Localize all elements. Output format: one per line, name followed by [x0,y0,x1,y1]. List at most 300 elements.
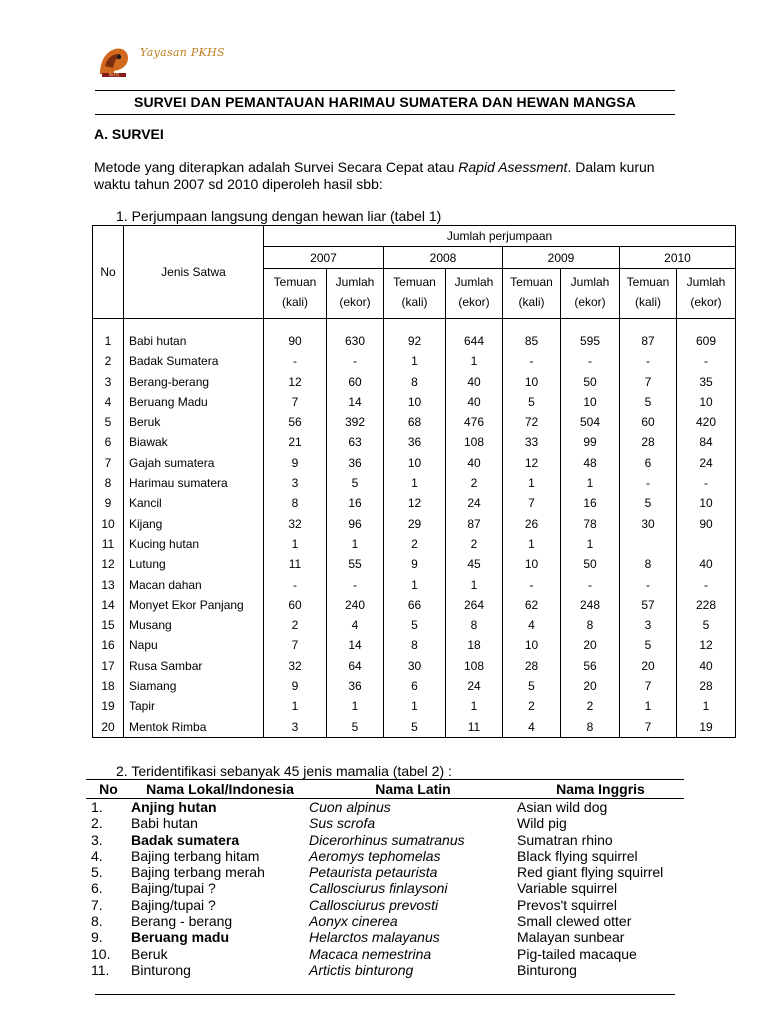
count-jumlah: 14 [327,635,384,655]
count-jumlah: 56 [561,656,620,676]
row-number: 11 [93,534,124,554]
species-name: Badak Sumatera [124,351,264,371]
count-temuan: 8 [384,372,446,392]
col-header-temuan [503,269,561,319]
intro-paragraph [94,159,684,193]
spacer-cell [384,319,446,332]
count-temuan: 8 [264,493,327,513]
count-jumlah: 45 [446,554,503,574]
count-jumlah: 2 [561,696,620,716]
count-jumlah: 84 [677,432,736,452]
local-name: Bajing terbang merah [131,864,265,881]
count-temuan: 6 [384,676,446,696]
count-jumlah: 10 [677,493,736,513]
row-number: 6 [93,432,124,452]
count-temuan: 21 [264,432,327,452]
count-temuan: 7 [503,493,561,513]
count-jumlah: - [677,473,736,493]
latin-name: Macaca nemestrina [309,945,432,962]
local-name: Beruang madu [131,929,230,946]
spacer-cell [620,319,677,332]
count-jumlah: 630 [327,331,384,351]
table-row [93,412,736,432]
col-header-jumlah [561,269,620,319]
table-row [93,432,736,452]
col-header-latin-name: Nama Latin [309,780,517,799]
count-jumlah: - [327,575,384,595]
count-temuan: 1 [620,696,677,716]
count-jumlah: 48 [561,453,620,473]
list-item-1: 1. Perjumpaan langsung dengan hewan liar (tabel 1) [116,208,442,224]
table-row [86,864,684,880]
count-temuan: 1 [264,534,327,554]
col-header-line: Temuan [273,275,317,289]
col-header-jumlah [446,269,503,319]
row-number: 10 [93,514,124,534]
species-name: Mentok Rimba [124,717,264,738]
col-header-year: 2008 [384,247,503,269]
row-number: 7. [91,896,103,913]
english-name: Wild pig [517,815,567,832]
table-row [93,514,736,534]
row-number: 17 [93,656,124,676]
col-header-line: Jumlah [335,275,375,289]
english-name: Prevos't squirrel [517,896,617,913]
table-row [86,815,684,831]
species-name: Kucing hutan [124,534,264,554]
count-temuan: 62 [503,595,561,615]
english-name: Malayan sunbear [517,929,625,946]
col-header-line: Temuan [510,275,553,289]
count-temuan: 8 [620,554,677,574]
col-header-line: (kali) [518,295,545,309]
count-jumlah: 40 [677,656,736,676]
row-number: 9. [91,929,103,946]
row-number: 10. [91,945,111,962]
table-row [93,534,736,554]
spacer-cell [561,319,620,332]
english-name: Small clewed otter [517,913,632,930]
count-jumlah: 96 [327,514,384,534]
count-jumlah: 228 [677,595,736,615]
count-temuan: 28 [503,656,561,676]
logo-badge-text: PKHS [108,72,120,78]
count-temuan: 26 [503,514,561,534]
latin-name: Dicerorhinus sumatranus [309,831,465,848]
count-jumlah: 40 [446,453,503,473]
col-header-line: (ekor) [458,295,490,309]
species-name: Harimau sumatera [124,473,264,493]
count-jumlah: 248 [561,595,620,615]
count-jumlah: 108 [446,432,503,452]
count-temuan: 5 [620,635,677,655]
species-name: Beruk [124,412,264,432]
count-temuan: 10 [384,392,446,412]
count-jumlah: 64 [327,656,384,676]
count-jumlah: 108 [446,656,503,676]
count-jumlah: 87 [446,514,503,534]
count-temuan: 11 [264,554,327,574]
col-header-english-name: Nama Inggris [517,780,684,799]
col-header-line: (ekor) [574,295,606,309]
row-number: 13 [93,575,124,595]
count-temuan: 5 [384,615,446,635]
row-number: 20 [93,717,124,738]
pkhs-logo [97,44,131,78]
count-jumlah: 16 [327,493,384,513]
encounter-table [92,225,736,738]
count-jumlah: 420 [677,412,736,432]
spacer-cell [503,319,561,332]
count-temuan: 2 [384,534,446,554]
col-header-line: (ekor) [690,295,722,309]
spacer-cell [124,319,264,332]
table-row [86,897,684,913]
latin-name: Cuon alpinus [309,799,391,815]
intro-text-before: Metode yang diterapkan adalah Survei Secara Cepat atau [94,159,459,175]
species-name: Kancil [124,493,264,513]
row-number: 6. [91,880,103,897]
spacer-cell [677,319,736,332]
col-header-temuan [384,269,446,319]
mammal-table [86,779,684,978]
latin-name: Callosciurus finlaysoni [309,880,448,897]
count-temuan: 92 [384,331,446,351]
spacer-cell [93,319,124,332]
count-jumlah: 8 [561,615,620,635]
count-temuan: 5 [620,493,677,513]
count-temuan: 7 [620,717,677,738]
row-number: 8. [91,913,103,930]
count-jumlah: 8 [561,717,620,738]
local-name: Badak sumatera [131,831,240,848]
count-jumlah: 40 [446,372,503,392]
local-name: Bajing terbang hitam [131,847,260,864]
count-jumlah: 20 [561,676,620,696]
table-row [86,913,684,929]
row-number: 11. [91,961,110,978]
row-number: 16 [93,635,124,655]
col-header-line: Jumlah [570,275,610,289]
count-temuan: 3 [620,615,677,635]
row-number: 2 [93,351,124,371]
count-jumlah: 11 [446,717,503,738]
count-temuan: - [264,351,327,371]
count-temuan: 10 [503,372,561,392]
count-temuan: 60 [264,595,327,615]
count-temuan: 28 [620,432,677,452]
count-temuan: 3 [264,473,327,493]
count-jumlah: 24 [677,453,736,473]
count-temuan: 2 [264,615,327,635]
col-header-jumlah [327,269,384,319]
table-row [86,962,684,978]
count-jumlah: 1 [446,696,503,716]
species-name: Rusa Sambar [124,656,264,676]
row-number: 19 [93,696,124,716]
count-temuan: - [620,473,677,493]
species-name: Babi hutan [124,331,264,351]
count-temuan: 7 [620,372,677,392]
count-temuan: - [503,575,561,595]
col-header-no: No [93,226,124,319]
count-jumlah: 50 [561,372,620,392]
table-row [93,635,736,655]
col-header-temuan [620,269,677,319]
row-number: 1 [93,331,124,351]
count-jumlah: 264 [446,595,503,615]
table-row [86,946,684,962]
table-row [93,615,736,635]
latin-name: Petaurista petaurista [309,864,438,881]
count-temuan: 12 [384,493,446,513]
latin-name: Aeromys tephomelas [309,847,441,864]
count-temuan: 60 [620,412,677,432]
row-number: 12 [93,554,124,574]
count-jumlah: 10 [561,392,620,412]
count-jumlah: 36 [327,453,384,473]
col-header-species: Jenis Satwa [124,226,264,319]
count-temuan: 9 [264,453,327,473]
col-header-year: 2007 [264,247,384,269]
count-jumlah: 4 [327,615,384,635]
count-temuan: 1 [264,696,327,716]
row-number: 5 [93,412,124,432]
count-temuan: 85 [503,331,561,351]
table-row [93,656,736,676]
count-temuan: 4 [503,717,561,738]
col-header-jumlah [677,269,736,319]
row-number: 15 [93,615,124,635]
row-number: 1. [91,799,103,815]
col-header-line: (kali) [282,295,308,309]
table-row [93,372,736,392]
species-name: Macan dahan [124,575,264,595]
table-row [86,880,684,896]
row-number: 7 [93,453,124,473]
english-name: Black flying squirrel [517,847,638,864]
count-jumlah: 40 [677,554,736,574]
latin-name: Callosciurus prevosti [309,896,439,913]
latin-name: Sus scrofa [309,815,376,832]
count-temuan: 10 [503,635,561,655]
local-name: Berang - berang [131,913,233,930]
local-name: Bajing/tupai ? [131,896,216,913]
count-jumlah: 12 [677,635,736,655]
species-name: Napu [124,635,264,655]
row-number: 14 [93,595,124,615]
count-jumlah: 2 [446,473,503,493]
count-temuan: 5 [384,717,446,738]
count-temuan: 1 [503,473,561,493]
local-name: Beruk [131,945,168,962]
english-name: Sumatran rhino [517,831,613,848]
count-temuan: 1 [503,534,561,554]
english-name: Pig-tailed macaque [517,945,637,962]
english-name: Variable squirrel [517,880,618,897]
count-temuan [620,534,677,554]
title-top-rule [95,90,675,91]
count-temuan: 9 [384,554,446,574]
table-row [93,392,736,412]
count-temuan: 56 [264,412,327,432]
count-temuan: 66 [384,595,446,615]
table-row [86,799,684,816]
latin-name: Helarctos malayanus [309,929,440,946]
count-temuan: 3 [264,717,327,738]
table-row [93,453,736,473]
count-jumlah: 504 [561,412,620,432]
table-row [86,929,684,945]
latin-name: Artictis binturong [309,961,414,978]
count-temuan: 6 [620,453,677,473]
count-temuan: 1 [384,575,446,595]
table-row [93,473,736,493]
spacer-cell [327,319,384,332]
col-header-line: (kali) [635,295,661,309]
count-jumlah: 609 [677,331,736,351]
species-name: Lutung [124,554,264,574]
row-number: 5. [91,864,103,881]
count-temuan: 9 [264,676,327,696]
count-jumlah: 1 [327,534,384,554]
count-temuan: - [503,351,561,371]
row-number: 4. [91,847,103,864]
count-jumlah: 1 [327,696,384,716]
count-jumlah: 24 [446,493,503,513]
count-temuan: 57 [620,595,677,615]
count-temuan: 30 [620,514,677,534]
table-row [93,717,736,738]
species-name: Gajah sumatera [124,453,264,473]
col-header-year: 2009 [503,247,620,269]
count-jumlah: 28 [677,676,736,696]
document-title: SURVEI DAN PEMANTAUAN HARIMAU SUMATERA DAN HEWAN MANGSA [134,94,636,110]
list-item-2: 2. Teridentifikasi sebanyak 45 jenis mamalia (tabel 2) : [116,763,452,779]
count-jumlah: 644 [446,331,503,351]
row-number: 3 [93,372,124,392]
count-jumlah: 1 [446,351,503,371]
count-jumlah: - [677,351,736,371]
count-temuan: 29 [384,514,446,534]
count-jumlah: 78 [561,514,620,534]
count-temuan: - [264,575,327,595]
count-jumlah: 50 [561,554,620,574]
count-jumlah: 16 [561,493,620,513]
count-temuan: 1 [384,473,446,493]
count-jumlah: 99 [561,432,620,452]
species-name: Musang [124,615,264,635]
col-header-year: 2010 [620,247,736,269]
count-temuan: 36 [384,432,446,452]
count-temuan: 7 [620,676,677,696]
count-temuan: 68 [384,412,446,432]
count-temuan: 4 [503,615,561,635]
count-jumlah: 10 [677,392,736,412]
col-header-group: Jumlah perjumpaan [264,226,736,247]
count-temuan: 72 [503,412,561,432]
species-name: Kijang [124,514,264,534]
row-number: 8 [93,473,124,493]
table-row [93,676,736,696]
count-jumlah: 5 [677,615,736,635]
count-temuan: 20 [620,656,677,676]
count-temuan: 1 [384,351,446,371]
count-temuan: 10 [503,554,561,574]
count-jumlah: 8 [446,615,503,635]
table-row [86,832,684,848]
count-jumlah: 2 [446,534,503,554]
count-jumlah: 1 [561,534,620,554]
local-name: Anjing hutan [131,799,217,815]
col-header-line: Jumlah [454,275,494,289]
logo-text: Yayasan PKHS [140,46,225,59]
table-row [93,595,736,615]
count-jumlah [677,534,736,554]
col-header-no: No [86,780,131,799]
count-jumlah: 595 [561,331,620,351]
species-name: Berang-berang [124,372,264,392]
row-number: 3. [91,831,103,848]
count-jumlah: 20 [561,635,620,655]
table-row [93,351,736,371]
table-row [93,575,736,595]
count-jumlah: 240 [327,595,384,615]
english-name: Binturong [517,961,577,978]
count-jumlah: - [327,351,384,371]
count-jumlah: 18 [446,635,503,655]
title-bottom-rule [95,114,675,115]
count-jumlah: 63 [327,432,384,452]
count-temuan: 7 [264,392,327,412]
col-header-line: (kali) [401,295,428,309]
count-jumlah: - [561,575,620,595]
english-name: Red giant flying squirrel [517,864,664,881]
count-temuan: 12 [503,453,561,473]
count-jumlah: 36 [327,676,384,696]
col-header-line: Temuan [626,275,670,289]
table-row [93,493,736,513]
species-name: Siamang [124,676,264,696]
count-temuan: 33 [503,432,561,452]
count-jumlah: 55 [327,554,384,574]
species-name: Biawak [124,432,264,452]
count-jumlah: 1 [677,696,736,716]
col-header-local-name: Nama Lokal/Indonesia [131,780,309,799]
count-temuan: 12 [264,372,327,392]
count-temuan: 2 [503,696,561,716]
count-jumlah: 5 [327,717,384,738]
count-temuan: 87 [620,331,677,351]
spacer-cell [446,319,503,332]
count-jumlah: 90 [677,514,736,534]
count-temuan: 7 [264,635,327,655]
count-temuan: 32 [264,514,327,534]
count-temuan: 90 [264,331,327,351]
count-temuan: 30 [384,656,446,676]
count-temuan: 8 [384,635,446,655]
count-jumlah: 60 [327,372,384,392]
local-name: Babi hutan [131,815,198,832]
english-name: Asian wild dog [517,799,608,815]
species-name: Tapir [124,696,264,716]
count-jumlah: 35 [677,372,736,392]
table-row [93,331,736,351]
footer-rule [95,994,675,995]
count-temuan: - [620,575,677,595]
section-heading: A. SURVEI [94,126,164,142]
latin-name: Aonyx cinerea [309,913,398,930]
